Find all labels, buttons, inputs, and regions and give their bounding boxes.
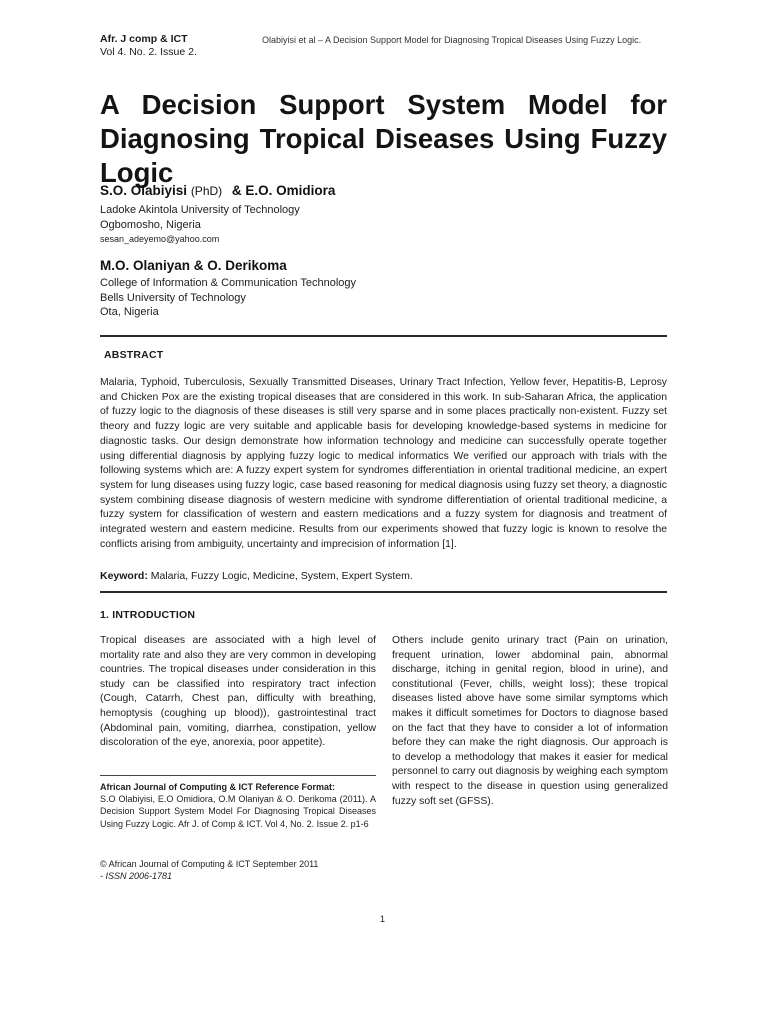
title-line-1: A Decision Support System Model for — [100, 89, 667, 120]
author-line-2: M.O. Olaniyan & O. Derikoma — [100, 258, 287, 273]
keywords — [100, 570, 413, 582]
divider-rule — [100, 591, 667, 593]
author-name-1: S.O. Olabiyisi — [100, 183, 188, 198]
affiliation-1 — [100, 203, 300, 247]
author-name-2: & E.O. Omidiora — [231, 183, 336, 198]
author-degree: (PhD) — [190, 184, 223, 198]
page-number: 1 — [380, 914, 386, 924]
keywords-label: Keyword: — [100, 570, 148, 582]
introduction-heading: 1. INTRODUCTION — [100, 609, 196, 621]
abstract-text: Malaria, Typhoid, Tuberculosis, Sexually Transmitted Diseases, Urinary Tract Infection, Yellow fever, Hepatitis-B, Leprosy and Chicken Pox are the existing tropical diseases that are considered in this work. In sub-Saharan Africa, the application of fuzzy logic to the diagnosis of these diseases is still very sparse and in some places practically non-existent. Fuzzy set theory and fuzzy logic are very suitable and applicable basis for developing knowledge-based systems in medicine for diagnostic tasks. Our design demonstrate how information technology and medicine can successfully operate together using differential diagnosis by applying fuzzy logic to medical informatics We verified our approach with trials with the following systems which are: A fuzzy expert system for syndromes differentiation in oriental traditional medicine, an expert system for lung diseases using fuzzy logic, case based reasoning for medical diagnosis using fuzzy set theory, a diagnostic system combining disease diagnosis of western medicine with syndrome differentiation of oriental traditional medicine, a fuzzy system for classification of western and eastern medications and a fuzzy system for diagnosis and treatment of integrated western and eastern medicine. Results from our experiments showed that fuzzy logic is known to resolve the conflicts arising from ambiguity, uncertainty and imprecision of information [1]. — [100, 377, 667, 550]
journal-name: Afr. J comp & ICT — [100, 33, 188, 45]
copyright-symbol: © — [100, 859, 107, 869]
reference-text: S.O Olabiyisi, E.O Omidiora, O.M Olaniyan & O. Derikoma (2011). A Decision Support System Model For Diagnosing Tropical Diseases Using Fuzzy Logic. Afr J. of Comp & ICT. Vol 4, No. 2. Issue 2. p1-6 — [100, 794, 376, 829]
paper-title — [100, 88, 667, 190]
abstract-heading: ABSTRACT — [104, 349, 164, 361]
journal-header — [100, 33, 197, 59]
author-email: sesan_adeyemo@yahoo.com — [100, 234, 220, 244]
reference-format — [100, 781, 376, 830]
introduction-column-2: Others include genito urinary tract (Pain on urination, frequent urination, lower abdominal pain, abnormal discharge, itching in genital region, blood in urine), and constitutional (Fever, chills, weight loss); these tropical diseases listed above have some similar symptoms which makes it difficult sometimes for Doctors to diagnose based on the fact that they have to consider a lot of information before they can make the right diagnosis. Our approach is to develop a methodology that makes it easier for medical personnel to carry out diagnosis by weighing each symptom with respect to the disease in question using generalized fuzzy soft set (GFSS). — [392, 635, 668, 807]
copyright-line-1: African Journal of Computing & ICT September 2011 — [108, 859, 319, 869]
affiliation-2 — [100, 276, 356, 320]
title-line-2: Diagnosing Tropical Diseases Using Fuzzy Logic — [100, 123, 667, 188]
affiliation-1-line: Ogbomosho, Nigeria — [100, 218, 201, 231]
introduction-column-1: Tropical diseases are associated with a high level of mortality rate and also they are very common in developing countries. The tropical diseases under consideration in this study can be classified into respiratory tract infection (Cough, Catarrh, Chest pan, difficulty with breathing, hemoptysis (coughing up blood)), gastrointestinal tract (Abdominal pain, vomiting, diarrhea, constipation, yellow discoloration of the eye, anorexia, poor appetite). — [100, 635, 376, 749]
affiliation-2-line: College of Information & Communication Technology — [100, 277, 356, 289]
reference-heading: African Journal of Computing & ICT Reference Format: — [100, 782, 336, 792]
divider-rule — [100, 335, 667, 337]
copyright-notice — [100, 858, 376, 882]
journal-volume: Vol 4. No. 2. Issue 2. — [100, 46, 197, 58]
copyright-line-2: - ISSN 2006-1781 — [100, 871, 173, 881]
affiliation-1-line: Ladoke Akintola University of Technology — [100, 204, 300, 216]
author-line-1 — [100, 183, 335, 198]
affiliation-2-line: Ota, Nigeria — [100, 306, 159, 318]
reference-rule — [100, 775, 376, 776]
affiliation-2-line: Bells University of Technology — [100, 291, 246, 304]
running-title: Olabiyisi et al – A Decision Support Model for Diagnosing Tropical Diseases Using Fuzzy Logic. — [262, 35, 642, 45]
keywords-text: Malaria, Fuzzy Logic, Medicine, System, Expert System. — [150, 570, 413, 582]
